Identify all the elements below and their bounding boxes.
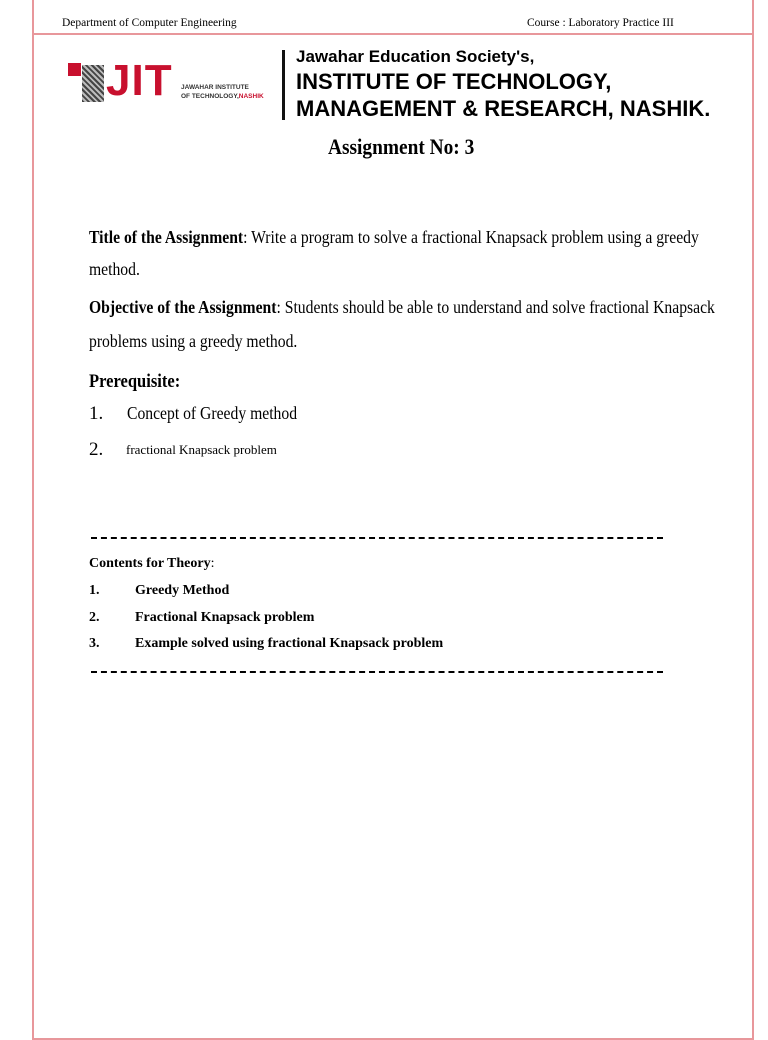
prerequisite-item-number: 1. — [89, 403, 104, 424]
logo-divider — [282, 50, 285, 120]
theory-heading-colon: : — [210, 556, 215, 571]
theory-item-text: Example solved using fractional Knapsack problem — [135, 636, 444, 651]
theory-item-number: 1. — [89, 583, 100, 598]
theory-item-number: 3. — [89, 636, 100, 651]
header-course: Course : Laboratory Practice III — [527, 17, 674, 29]
logo-red-square-icon — [68, 63, 81, 76]
title-text-line2: method. — [89, 259, 140, 279]
theory-item-text: Greedy Method — [135, 583, 230, 598]
institute-logo-block — [64, 47, 744, 128]
theory-heading-text: Contents for Theory — [89, 556, 211, 571]
theory-item-number: 2. — [89, 610, 100, 625]
dashed-divider-bottom — [91, 671, 663, 673]
objective-text-line2: problems using a greedy method. — [89, 331, 298, 351]
prerequisite-item-text: fractional Knapsack problem — [126, 442, 277, 457]
title-of-assignment — [89, 227, 699, 248]
prerequisite-item-text: Concept of Greedy method — [127, 403, 298, 423]
objective-label: Objective of the Assignment — [89, 297, 277, 317]
theory-heading — [89, 556, 214, 572]
org-name-line1: INSTITUTE OF TECHNOLOGY, — [296, 69, 612, 94]
logo-subtitle-line1: JAWAHAR INSTITUTE — [181, 84, 249, 91]
logo-subtitle-city: NASHIK — [238, 93, 264, 100]
objective-of-assignment — [89, 297, 715, 318]
org-society-name: Jawahar Education Society's, — [296, 47, 535, 66]
logo-brand: JIT — [106, 56, 173, 105]
logo-pattern-icon — [82, 65, 104, 102]
prerequisite-heading: Prerequisite: — [89, 371, 181, 392]
org-name-line2: MANAGEMENT & RESEARCH, NASHIK. — [296, 96, 711, 121]
header-department: Department of Computer Engineering — [62, 17, 237, 29]
objective-text-line1: : Students should be able to understand and solve fractional Knapsack — [276, 297, 715, 317]
assignment-title: Assignment No: 3 — [328, 134, 475, 159]
theory-item-text: Fractional Knapsack problem — [135, 610, 315, 625]
logo-subtitle-prefix: OF TECHNOLOGY, — [181, 93, 239, 100]
prerequisite-item-number: 2. — [89, 439, 104, 460]
header-divider — [32, 33, 754, 35]
title-text-line1: : Write a program to solve a fractional Knapsack problem using a greedy — [243, 227, 699, 247]
title-label: Title of the Assignment — [89, 227, 244, 247]
logo-subtitle-line2 — [181, 93, 264, 100]
dashed-divider-top — [91, 537, 663, 539]
